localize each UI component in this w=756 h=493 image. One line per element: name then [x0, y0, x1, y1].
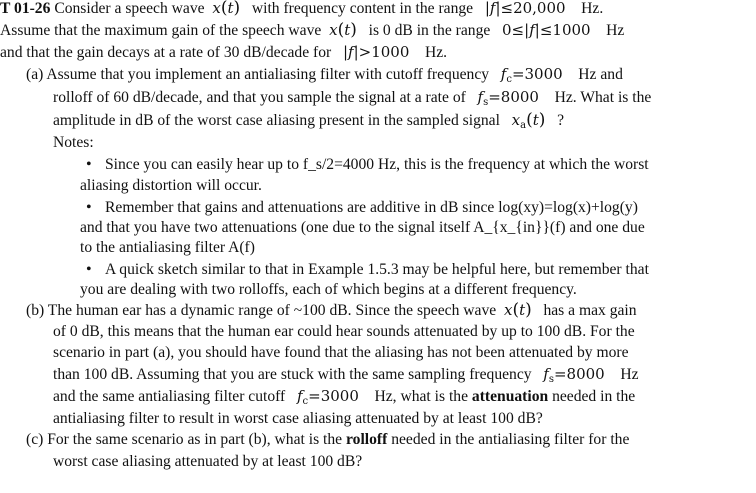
part-a-text: (a) Assume that you implement an antialiasing filter with cutoff frequency — [26, 66, 490, 83]
note-1-line-1: Since you can easily hear up to f_s/2=4000 Hz, this is the frequency at which the worst — [105, 156, 649, 173]
part-a-text: Hz. What is the — [554, 89, 652, 106]
bullet-icon: • — [86, 261, 92, 278]
note-2-line-1: Remember that gains and attenuations are additive in dB since log(xy)=log(x)+log(y) — [105, 199, 638, 216]
intro-text: Assume that the maximum gain of the speech wave — [0, 22, 322, 39]
problem-line-2 — [0, 19, 624, 42]
part-b-text: than 100 dB. Assuming that you are stuck with the same sampling frequency — [53, 366, 532, 383]
part-b-line-6: antialiasing filter to result in worst case aliasing attenuated by at least 100 dB? — [53, 410, 543, 427]
math-f-range: |f|≤20,000 — [484, 0, 566, 17]
part-a-text: ? — [557, 112, 564, 129]
part-c-text: (c) For the same scenario as in part (b), what is the — [26, 431, 343, 448]
part-a-text: amplitude in dB of the worst case aliasing present in the sampled signal — [53, 112, 500, 129]
math-x-t: x(t) — [212, 0, 241, 18]
bullet-icon: • — [86, 156, 92, 173]
math-fc: $f_c=3000$ — [500, 65, 563, 85]
math-xa-t: $x_a(t)$ — [511, 110, 546, 131]
math-f-gt: |f|>1000 — [342, 43, 410, 61]
part-b-text: (b) The human ear has a dynamic range of ~100 dB. Since the speech wave — [26, 302, 497, 319]
part-b-text: Hz, what is the — [374, 388, 469, 405]
math-x-t: x(t) — [329, 20, 357, 40]
note-3-line-1: A quick sketch similar to that in Example 1.5.3 may be helpful here, but remember that — [105, 261, 649, 278]
part-b-line-3: scenario in part (a), you should have found that the aliasing has not been attenuated by more — [53, 344, 629, 361]
part-b-text: and the same antialiasing filter cutoff — [53, 388, 286, 405]
intro-text: Hz. — [581, 0, 604, 17]
rolloff-keyword: rolloff — [346, 431, 388, 448]
note-2-line-3: to the antialiasing filter A(f) — [80, 239, 255, 256]
part-b-text: needed in the — [552, 388, 636, 405]
intro-text: with frequency content in the range — [251, 0, 474, 17]
note-2-line-2: and that you have two attenuations (one due to the signal itself A_{x_{in}}(f) and one due — [80, 219, 645, 236]
part-c-text: needed in the antialiasing filter for the — [391, 431, 630, 448]
part-b-line-2: of 0 dB, this means that the human ear could hear sounds attenuated by up to 100 dB. For the — [53, 323, 635, 340]
part-b-line-1 — [26, 299, 637, 322]
part-b-text: has a max gain — [543, 302, 637, 319]
part-b-text: Hz — [620, 366, 639, 383]
problem-line-3 — [0, 41, 447, 64]
part-c-line-1 — [26, 429, 629, 451]
math-fs: $f_s=8000$ — [543, 365, 605, 385]
attenuation-keyword: attenuation — [471, 388, 549, 405]
problem-id: T 01-26 — [0, 0, 51, 17]
notes-label: Notes: — [53, 134, 94, 151]
part-a-text: Hz and — [578, 66, 623, 83]
math-fc: $f_c=3000$ — [296, 387, 359, 407]
intro-text: Hz — [606, 22, 625, 39]
part-c-line-2: worst case aliasing attenuated by at least 100 dB? — [53, 453, 363, 470]
math-x-t: x(t) — [503, 300, 532, 320]
part-a-line-3 — [53, 109, 564, 137]
math-fs: $f_s=8000$ — [477, 88, 539, 108]
note-3-line-2: you are dealing with two rolloffs, each of which begins at a different frequency. — [80, 281, 577, 298]
intro-text: and that the gain decays at a rate of 30 dB/decade for — [0, 44, 332, 61]
part-a-text: rolloff of 60 dB/decade, and that you sample the signal at a rate of — [53, 89, 466, 106]
note-1-line-2: aliasing distortion will occur. — [80, 177, 262, 194]
problem-line-1 — [0, 0, 603, 20]
intro-text: is 0 dB in the range — [368, 22, 491, 39]
math-f-passband: 0≤|f|≤1000 — [502, 21, 591, 39]
intro-text: Hz. — [424, 44, 448, 61]
bullet-icon: • — [86, 199, 92, 216]
intro-text: Consider a speech wave — [54, 0, 205, 17]
